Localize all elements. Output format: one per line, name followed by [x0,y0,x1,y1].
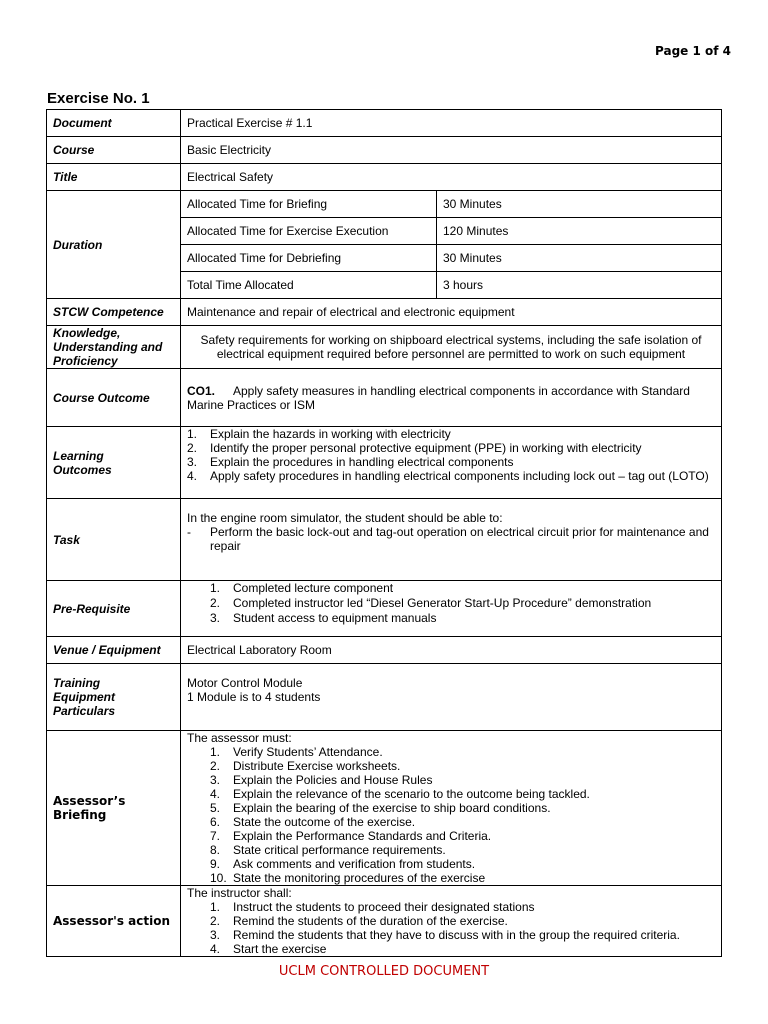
duration-name-1: Allocated Time for Briefing [181,191,437,218]
row-training [47,664,722,731]
list-item-number: 2. [210,914,221,928]
row-venue [47,637,722,664]
value-action [181,886,722,957]
list-item [187,900,715,914]
row-learning [47,427,722,499]
row-course [47,137,722,164]
label-kup [47,326,181,369]
exercise-title: Exercise No. 1 [47,90,150,107]
value-briefing [181,731,722,886]
value-training [181,664,722,731]
list-item-text: State critical performance requirements. [233,843,446,857]
label-duration: Duration [47,191,181,299]
list-item-number: 7. [210,829,221,843]
list-item-text: Remind the students of the duration of the exercise. [233,914,508,928]
label-training-line-2: Equipment [53,690,115,704]
task-item [187,525,715,553]
list-item [187,745,715,759]
list-item-text: State the monitoring procedures of the exercise [233,871,486,885]
row-duration-1 [47,191,722,218]
value-outcome [181,369,722,427]
list-item-number: 1. [210,581,221,595]
list-item [187,801,715,815]
value-title: Electrical Safety [181,164,722,191]
list-item-number: 5. [210,801,221,815]
label-kup-line-3: Proficiency [53,354,118,368]
row-briefing [47,731,722,886]
controlled-document-footer: UCLM CONTROLLED DOCUMENT [278,964,490,979]
list-item-text: Explain the hazards in working with electricity [210,427,451,441]
value-venue: Electrical Laboratory Room [181,637,722,664]
list-item-text: Student access to equipment manuals [233,611,437,625]
list-item-text: Verify Students’ Attendance. [233,745,383,759]
label-kup-line-2: Understanding and [53,340,163,354]
value-prereq [181,581,722,637]
value-course: Basic Electricity [181,137,722,164]
action-intro: The instructor shall: [187,886,292,900]
label-learning-line-1: Learning [53,448,104,463]
list-item-text: Completed lecture component [233,581,394,595]
label-training [47,664,181,731]
list-item [187,815,715,829]
label-title: Title [47,164,181,191]
list-item-number: 2. [187,441,198,455]
list-item [187,759,715,773]
list-item-text: Explain the Performance Standards and Criteria. [233,829,492,843]
value-task [181,499,722,581]
label-prereq: Pre-Requisite [47,581,181,637]
briefing-intro: The assessor must: [187,731,292,745]
task-dash: - [187,525,191,539]
label-briefing-line-2: Briefing [53,808,107,822]
duration-name-4: Total Time Allocated [181,272,437,299]
row-task [47,499,722,581]
list-item-number: 3. [210,773,221,787]
list-item-number: 8. [210,843,221,857]
list-item [187,914,715,928]
outcome-text: Apply safety measures in handling electrical components in accordance with Standard Marine Practices or ISM [187,383,690,412]
list-item-number: 2. [210,596,221,610]
value-stcw: Maintenance and repair of electrical and electronic equipment [181,299,722,326]
list-item [187,843,715,857]
label-learning [47,427,181,499]
list-item-text: Explain the Policies and House Rules [233,773,433,787]
list-item [187,829,715,843]
outcome-code: CO1. [187,383,216,398]
list-item-text: Completed instructor led “Diesel Generator Start-Up Procedure” demonstration [233,596,652,610]
list-item [187,441,715,455]
value-document: Practical Exercise # 1.1 [181,110,722,137]
row-document [47,110,722,137]
duration-name-2: Allocated Time for Exercise Execution [181,218,437,245]
list-item [187,942,715,956]
list-item-number: 4. [187,469,198,483]
exercise-table [46,109,722,957]
row-title [47,164,722,191]
label-document: Document [47,110,181,137]
list-item-text: Start the exercise [233,942,327,956]
list-item-number: 2. [210,759,221,773]
list-item-number: 1. [187,427,198,441]
label-outcome: Course Outcome [47,369,181,427]
duration-time-3: 30 Minutes [437,245,722,272]
training-line-2: 1 Module is to 4 students [187,690,321,704]
list-item [187,928,715,942]
list-item-number: 9. [210,857,221,871]
list-item-text: Identify the proper personal protective equipment (PPE) in working with electricity [210,441,642,455]
row-stcw [47,299,722,326]
list-item-number: 4. [210,942,221,956]
duration-time-1: 30 Minutes [437,191,722,218]
training-line-1: Motor Control Module [187,676,303,690]
list-item-text: Explain the relevance of the scenario to the outcome being tackled. [233,787,590,801]
list-item-number: 3. [210,611,221,625]
list-item-number: 3. [187,455,198,469]
list-item [187,469,715,483]
label-kup-line-1: Knowledge, [53,326,121,340]
list-item [187,427,715,441]
label-training-line-1: Training [53,676,101,690]
list-item-text: Apply safety procedures in handling electrical components including lock out – tag out (LOTO) [210,469,709,483]
duration-time-4: 3 hours [437,272,722,299]
label-venue: Venue / Equipment [47,637,181,664]
row-outcome [47,369,722,427]
list-item [187,787,715,801]
task-item-text: Perform the basic lock-out and tag-out operation on electrical circuit prior for maintenance and repair [210,525,709,553]
list-item-number: 1. [210,900,221,914]
list-item-number: 6. [210,815,221,829]
list-item-text: Remind the students that they have to discuss with in the group the required criteria. [233,928,680,942]
list-item [187,773,715,787]
label-course: Course [47,137,181,164]
list-item [187,857,715,871]
label-training-line-3: Particulars [53,704,116,718]
list-item [187,596,715,611]
list-item [187,871,715,885]
value-kup: Safety requirements for working on shipboard electrical systems, including the safe isolation of electrical equipment required before personnel are permitted to work on such equipment [181,326,722,369]
list-item-text: Explain the bearing of the exercise to ship board conditions. [233,801,551,815]
list-item [187,581,715,596]
task-intro: In the engine room simulator, the student should be able to: [187,511,503,525]
label-action: Assessor's action [47,886,181,957]
label-task: Task [47,499,181,581]
list-item-number: 3. [210,928,221,942]
duration-name-3: Allocated Time for Debriefing [181,245,437,272]
list-item-number: 10. [210,871,227,885]
duration-time-2: 120 Minutes [437,218,722,245]
row-kup [47,326,722,369]
list-item-text: State the outcome of the exercise. [233,815,416,829]
row-action [47,886,722,957]
list-item [187,611,715,626]
list-item-number: 4. [210,787,221,801]
label-briefing [47,731,181,886]
list-item-text: Explain the procedures in handling electrical components [210,455,514,469]
label-briefing-line-1: Assessor’s [53,794,126,808]
list-item-text: Ask comments and verification from students. [233,857,476,871]
value-learning [181,427,722,499]
list-item [187,455,715,469]
label-stcw: STCW Competence [47,299,181,326]
page-number: Page 1 of 4 [655,44,731,58]
label-learning-line-2: Outcomes [53,462,112,477]
list-item-number: 1. [210,745,221,759]
list-item-text: Instruct the students to proceed their designated stations [233,900,535,914]
row-prereq [47,581,722,637]
list-item-text: Distribute Exercise worksheets. [233,759,401,773]
